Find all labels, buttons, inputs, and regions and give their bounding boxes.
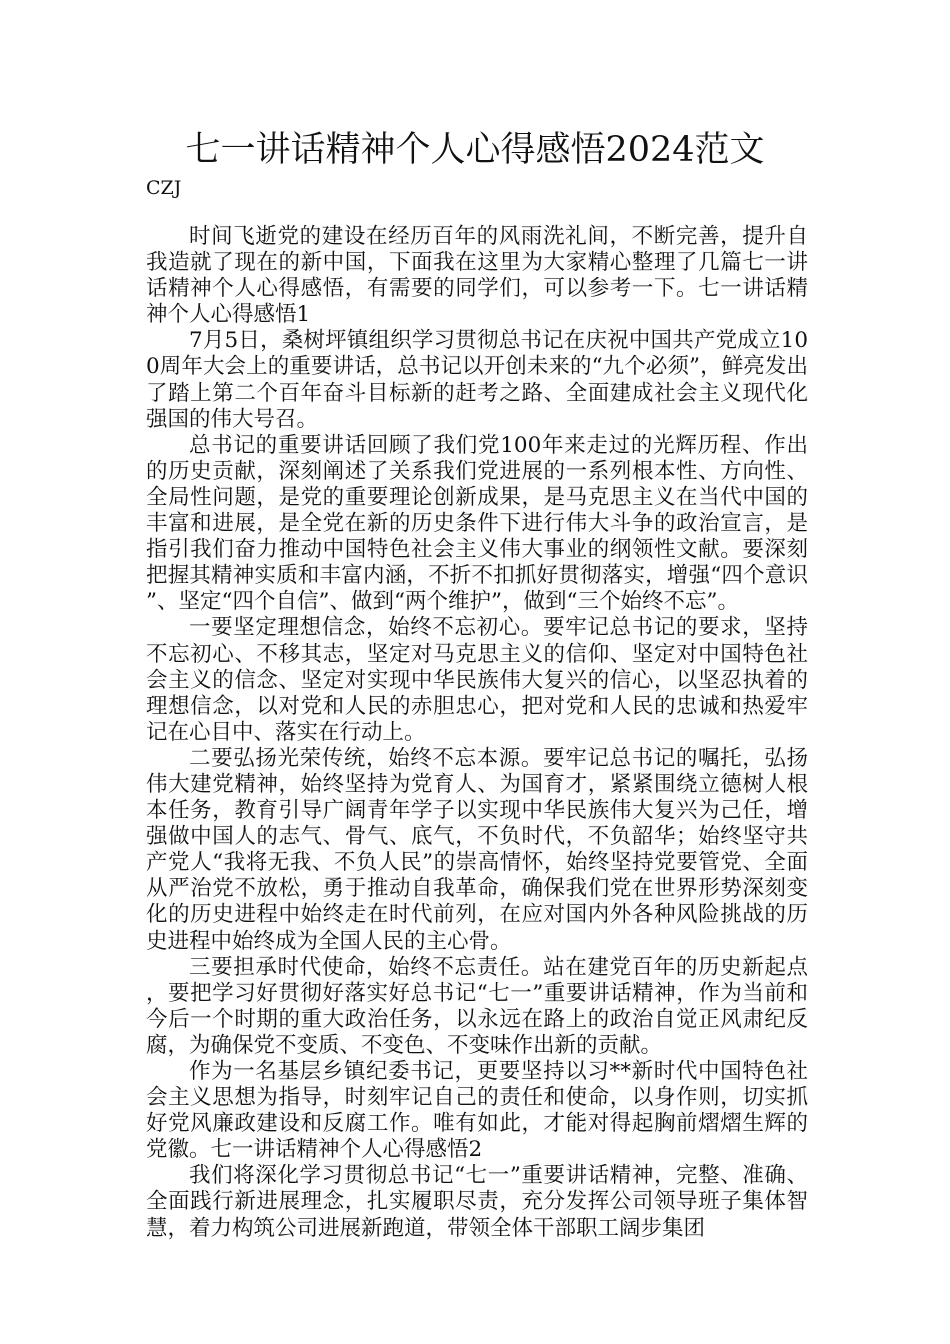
document-body xyxy=(146,224,808,1242)
body-paragraph: 一要坚定理想信念，始终不忘初心。要牢记总书记的要求，坚持不忘初心、不移其志，坚定对马克思主义的信仰、坚定对中国特色社会主义的信念、坚定对实现中华民族伟大复兴的信心，以坚忍执着的理想信念，以对党和人民的赤胆忠心，把对党和人民的忠诚和热爱牢记在心目中、落实在行动上。 xyxy=(146,615,808,745)
body-paragraph: 二要弘扬光荣传统，始终不忘本源。要牢记总书记的嘱托，弘扬伟大建党精神，始终坚持为党育人、为国育才，紧紧围绕立德树人根本任务，教育引导广阔青年学子以实现中华民族伟大复兴为己任，增强做中国人的志气、骨气、底气，不负时代，不负韶华；始终坚守共产党人“我将无我、不负人民”的崇高情怀，始终坚持党要管党、全面从严治党不放松，勇于推动自我革命，确保我们党在世界形势深刻变化的历史进程中始终走在时代前列，在应对国内外各种风险挑战的历史进程中始终成为全国人民的主心骨。 xyxy=(146,745,808,954)
body-paragraph: 三要担承时代使命，始终不忘责任。站在建党百年的历史新起点，要把学习好贯彻好落实好总书记“七一”重要讲话精神，作为当前和今后一个时期的重大政治任务，以永远在路上的政治自觉正风肃纪反腐，为确保党不变质、不变色、不变味作出新的贡献。 xyxy=(146,954,808,1058)
document-author: CZJ xyxy=(146,177,182,199)
body-paragraph: 作为一名基层乡镇纪委书记，更要坚持以习**新时代中国特色社会主义思想为指导，时刻牢记自己的责任和使命，以身作则，切实抓好党风廉政建设和反腐工作。唯有如此，才能对得起胸前熠熠生辉的党徽。七一讲话精神个人心得感悟2 xyxy=(146,1059,808,1163)
document-title: 七一讲话精神个人心得感悟2024范文 xyxy=(185,130,765,170)
body-paragraph: 7月5日，桑树坪镇组织学习贯彻总书记在庆祝中国共产党成立100周年大会上的重要讲话，总书记以开创未来的“九个必须”，鲜亮发出了踏上第二个百年奋斗目标新的赶考之路、全面建成社会主义现代化强国的伟大号召。 xyxy=(146,328,808,432)
body-paragraph: 总书记的重要讲话回顾了我们党100年来走过的光辉历程、作出的历史贡献，深刻阐述了关系我们党进展的一系列根本性、方向性、全局性问题，是党的重要理论创新成果，是马克思主义在当代中国的丰富和进展，是全党在新的历史条件下进行伟大斗争的政治宣言，是指引我们奋力推动中国特色社会主义伟大事业的纲领性文献。要深刻把握其精神实质和丰富内涵，不折不扣抓好贯彻落实，增强“四个意识”、坚定“四个自信”、做到“两个维护”，做到“三个始终不忘”。 xyxy=(146,432,808,615)
body-paragraph: 我们将深化学习贯彻总书记“七一”重要讲话精神，完整、准确、全面践行新进展理念，扎实履职尽责，充分发挥公司领导班子集体智慧，着力构筑公司进展新跑道，带领全体干部职工阔步集团 xyxy=(146,1163,808,1241)
body-paragraph: 时间飞逝党的建设在经历百年的风雨洗礼间，不断完善，提升自我造就了现在的新中国，下面我在这里为大家精心整理了几篇七一讲话精神个人心得感悟，有需要的同学们，可以参考一下。七一讲话精神个人心得感悟1 xyxy=(146,224,808,328)
